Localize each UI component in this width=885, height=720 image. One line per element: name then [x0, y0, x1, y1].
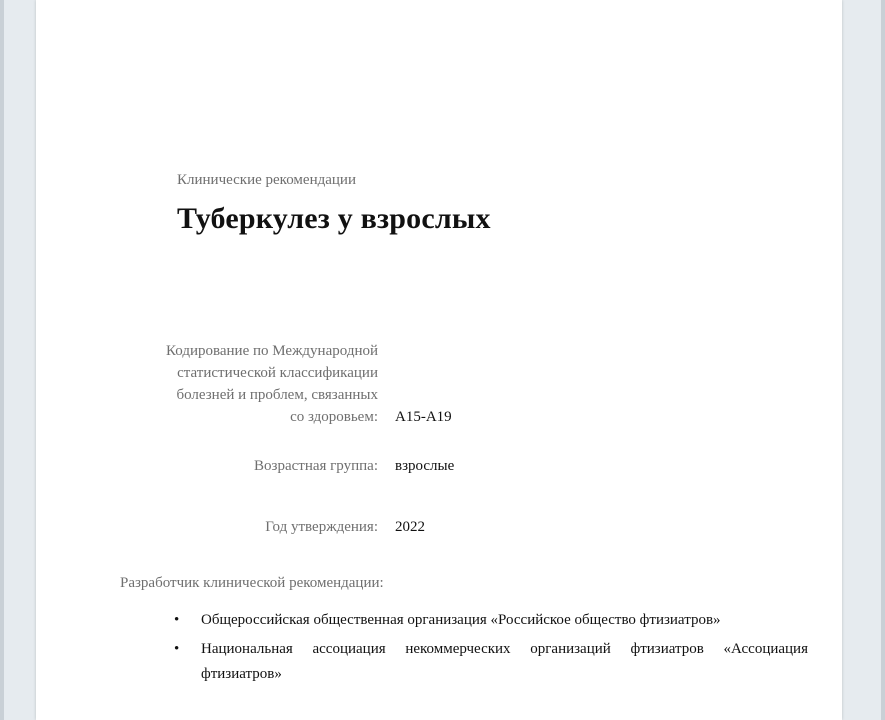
bullet-icon: • [174, 612, 180, 628]
developer-item-text: Национальная ассоциация некоммерческих организаций фтизиатров «Ассоциация фтизиатров» [201, 641, 808, 682]
document-title: Туберкулез у взрослых [177, 202, 491, 235]
icd-label-line-4: со здоровьем: [290, 409, 378, 425]
age-group-label: Возрастная группа: [254, 458, 378, 474]
year-label: Год утверждения: [265, 519, 378, 535]
age-group-value: взрослые [395, 458, 455, 474]
year-value: 2022 [395, 519, 425, 535]
list-item [172, 637, 808, 687]
icd-label-line-1: Кодирование по Международной [166, 343, 378, 359]
developer-list [172, 608, 808, 691]
viewer-right-border [881, 0, 885, 720]
viewer-left-border [0, 0, 4, 720]
document-subtitle: Клинические рекомендации [177, 172, 356, 188]
icd-label-line-2: статистической классификации [177, 365, 378, 381]
developer-item-text: Общероссийская общественная организация «Российское общество фтизиатров» [201, 612, 721, 628]
icd-label [166, 340, 378, 428]
list-item [172, 608, 808, 633]
bullet-icon: • [174, 641, 180, 657]
document-page [36, 0, 842, 720]
icd-value: A15-A19 [395, 409, 452, 425]
icd-label-line-3: болезней и проблем, связанных [176, 387, 378, 403]
developer-label: Разработчик клинической рекомендации: [120, 575, 384, 591]
